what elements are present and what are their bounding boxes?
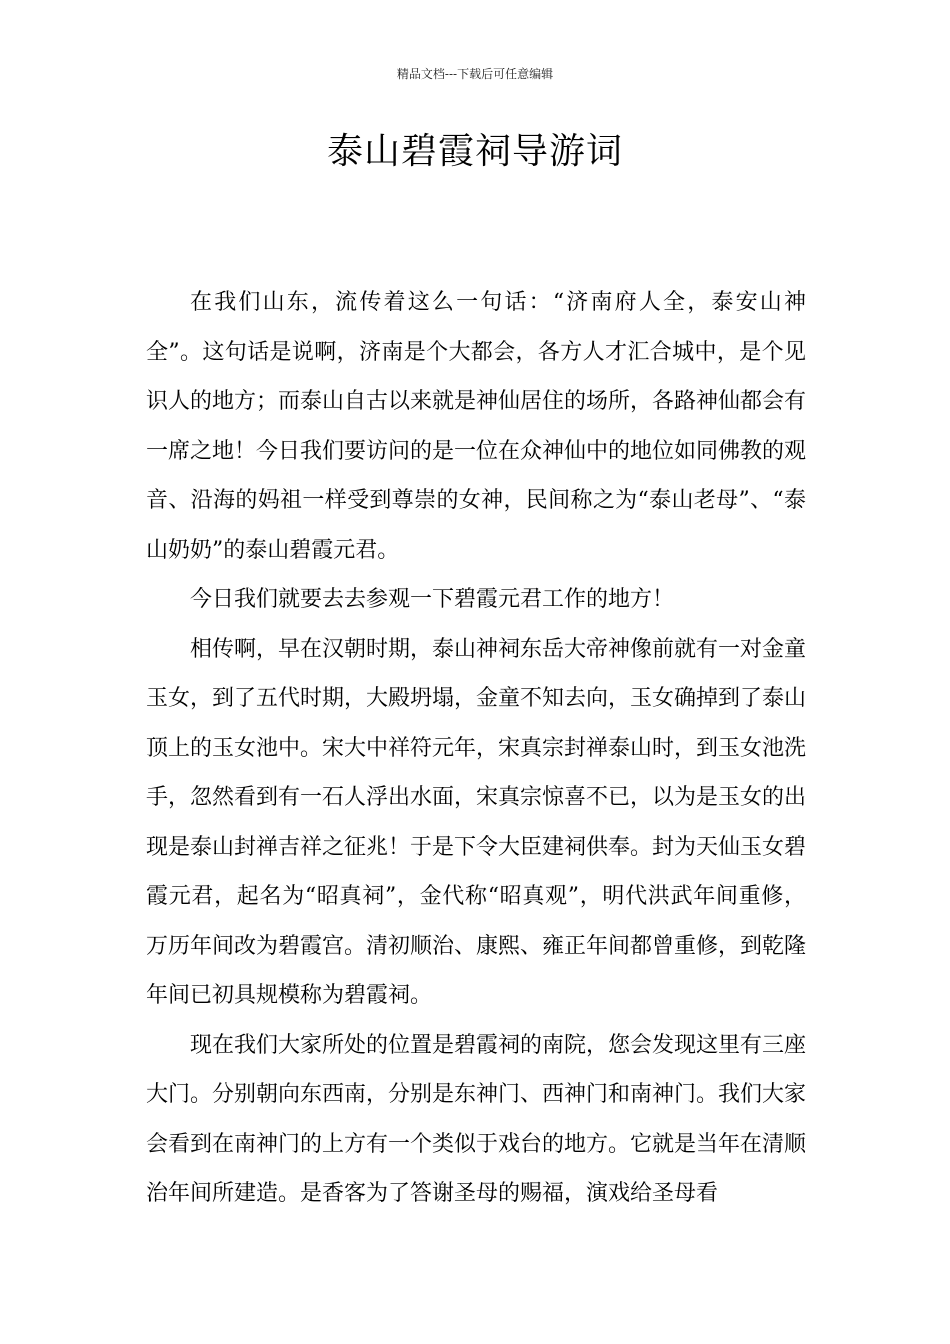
- document-body: [146, 278, 806, 1219]
- paragraph: 今日我们就要去去参观一下碧霞元君工作的地方！: [190, 587, 675, 612]
- paragraph: 在我们山东，流传着这么一句话：“济南府人全，泰安山神全”。这句话是说啊，济南是个大都会，各方人才汇合城中，是个见识人的地方；而泰山自古以来就是神仙居住的场所，各路神仙都会有一席之地！今日我们要访问的是一位在众神仙中的地位如同佛教的观音、沿海的妈祖一样受到尊崇的女神，民间称之为“泰山老母”、“泰山奶奶”的泰山碧霞元君。: [146, 290, 807, 563]
- paragraph: 相传啊，早在汉朝时期，泰山神祠东岳大帝神像前就有一对金童玉女，到了五代时期，大殿坍塌，金童不知去向，玉女确掉到了泰山顶上的玉女池中。宋大中祥符元年，宋真宗封禅泰山时，到玉女池洗手，忽然看到有一石人浮出水面，宋真宗惊喜不已，以为是玉女的出现是泰山封禅吉祥之征兆！于是下令大臣建祠供奉。封为天仙玉女碧霞元君，起名为“昭真祠”，金代称“昭真观”，明代洪武年间重修，万历年间改为碧霞宫。清初顺治、康熙、雍正年间都曾重修，到乾隆年间已初具规模称为碧霞祠。: [146, 636, 807, 1008]
- document-title: 泰山碧霞祠导游词: [326, 131, 623, 172]
- header-note: 精品文档---下载后可任意编辑: [396, 67, 554, 81]
- paragraph: 现在我们大家所处的位置是碧霞祠的南院，您会发现这里有三座大门。分别朝向东西南，分别是东神门、西神门和南神门。我们大家会看到在南神门的上方有一个类似于戏台的地方。它就是当年在清顺治年间所建造。是香客为了答谢圣母的赐福，演戏给圣母看: [146, 1032, 807, 1206]
